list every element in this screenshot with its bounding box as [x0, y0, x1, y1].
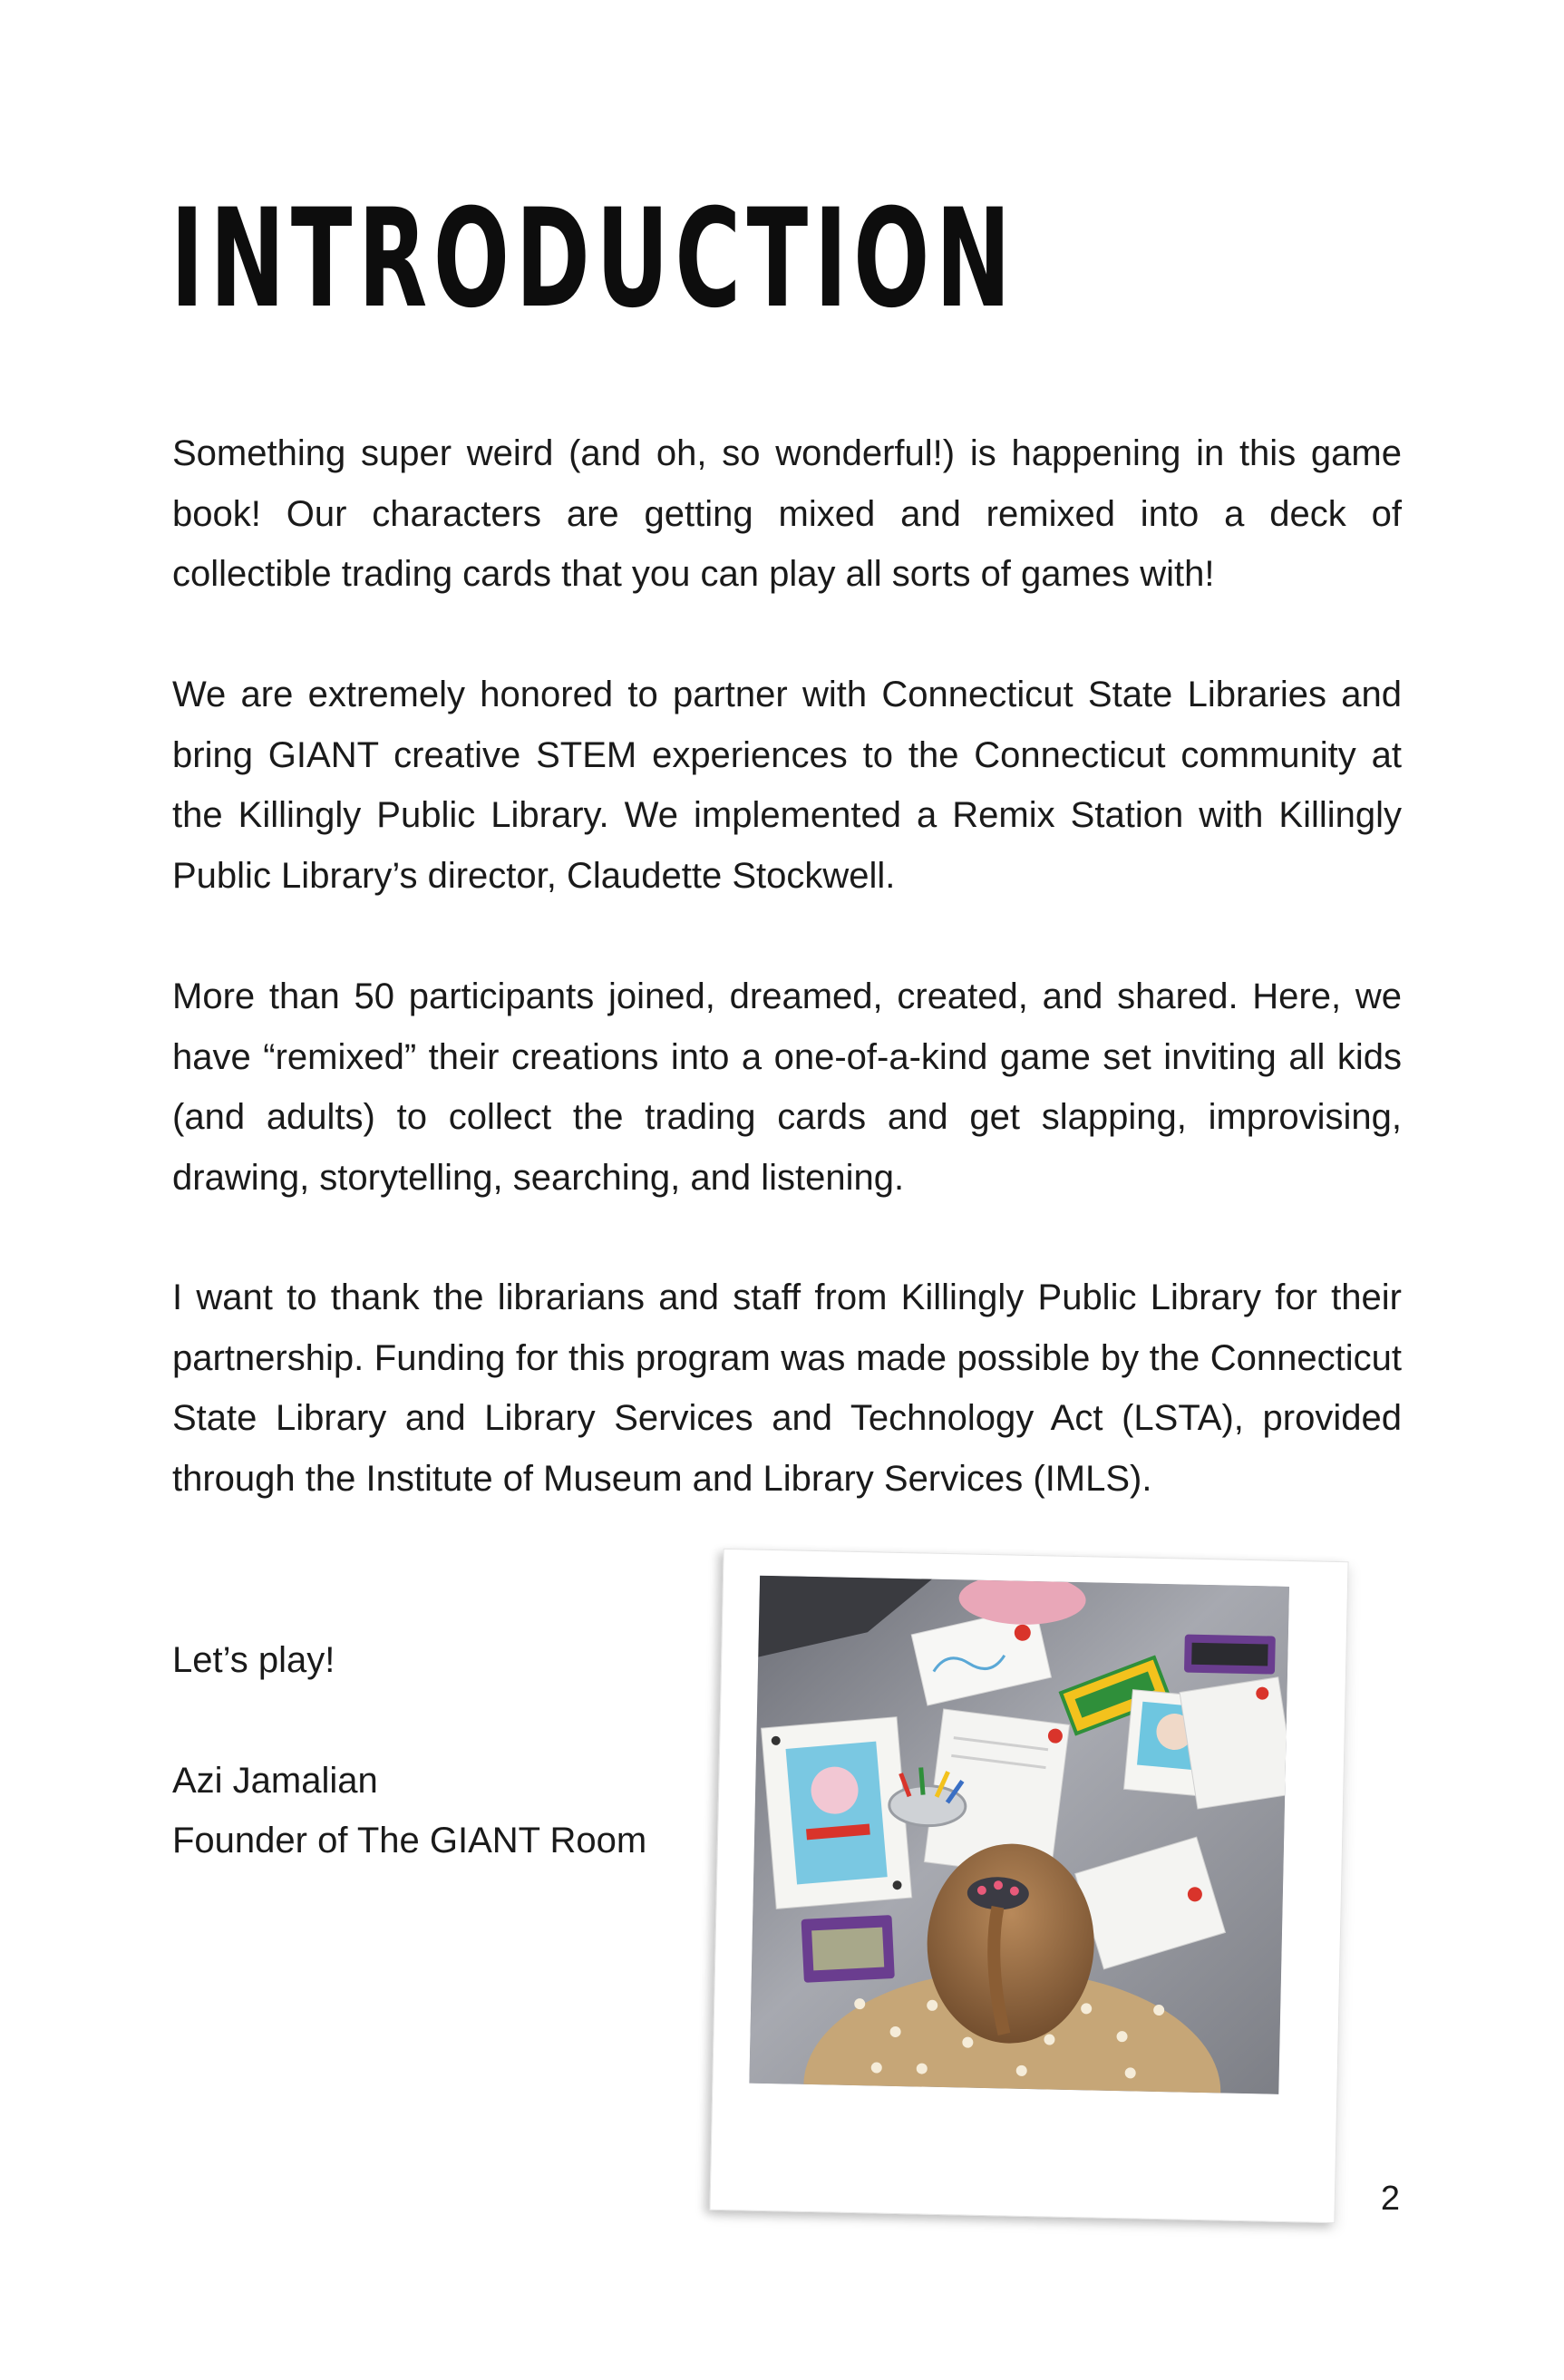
lets-play-text: Let’s play! — [172, 1640, 335, 1680]
partnership-paragraph: We are extremely honored to partner with Connecticut State Libraries and bring GIANT creative STEM experiences to the Connecticut community at the Killingly Public Library. We implemented a Remix Station with Killingly Public Library’s director, Claudette Stockwell. — [172, 675, 1402, 896]
signature-role: Founder of The GIANT Room — [172, 1821, 647, 1860]
page-number: 2 — [1380, 2180, 1400, 2218]
signature-name: Azi Jamalian — [172, 1761, 378, 1801]
participants-paragraph: More than 50 participants joined, dreamed, created, and shared. Here, we have “remixed” their creations into a one-of-a-kind game set inviting all kids (and adults) to collect the trading cards and get slapping, improvising, drawing, storytelling, searching, and listening. — [172, 976, 1402, 1198]
page-title: INTRODUCTION — [170, 180, 1017, 338]
workshop-photo — [749, 1576, 1289, 2094]
workshop-photo-illustration — [749, 1576, 1289, 2094]
polaroid-photo-frame — [709, 1549, 1348, 2223]
intro-paragraph: Something super weird (and oh, so wonderful!) is happening in this game book! Our characters are getting mixed and remixed into a deck of collectible trading cards that you can play all sorts of games with! — [172, 433, 1402, 594]
thanks-paragraph: I want to thank the librarians and staff from Killingly Public Library for their partnership. Funding for this program was made possible by the Connecticut State Library and Library Services and Technology Act (LSTA), provided through the Institute of Museum and Library Services (IMLS). — [172, 1277, 1402, 1499]
